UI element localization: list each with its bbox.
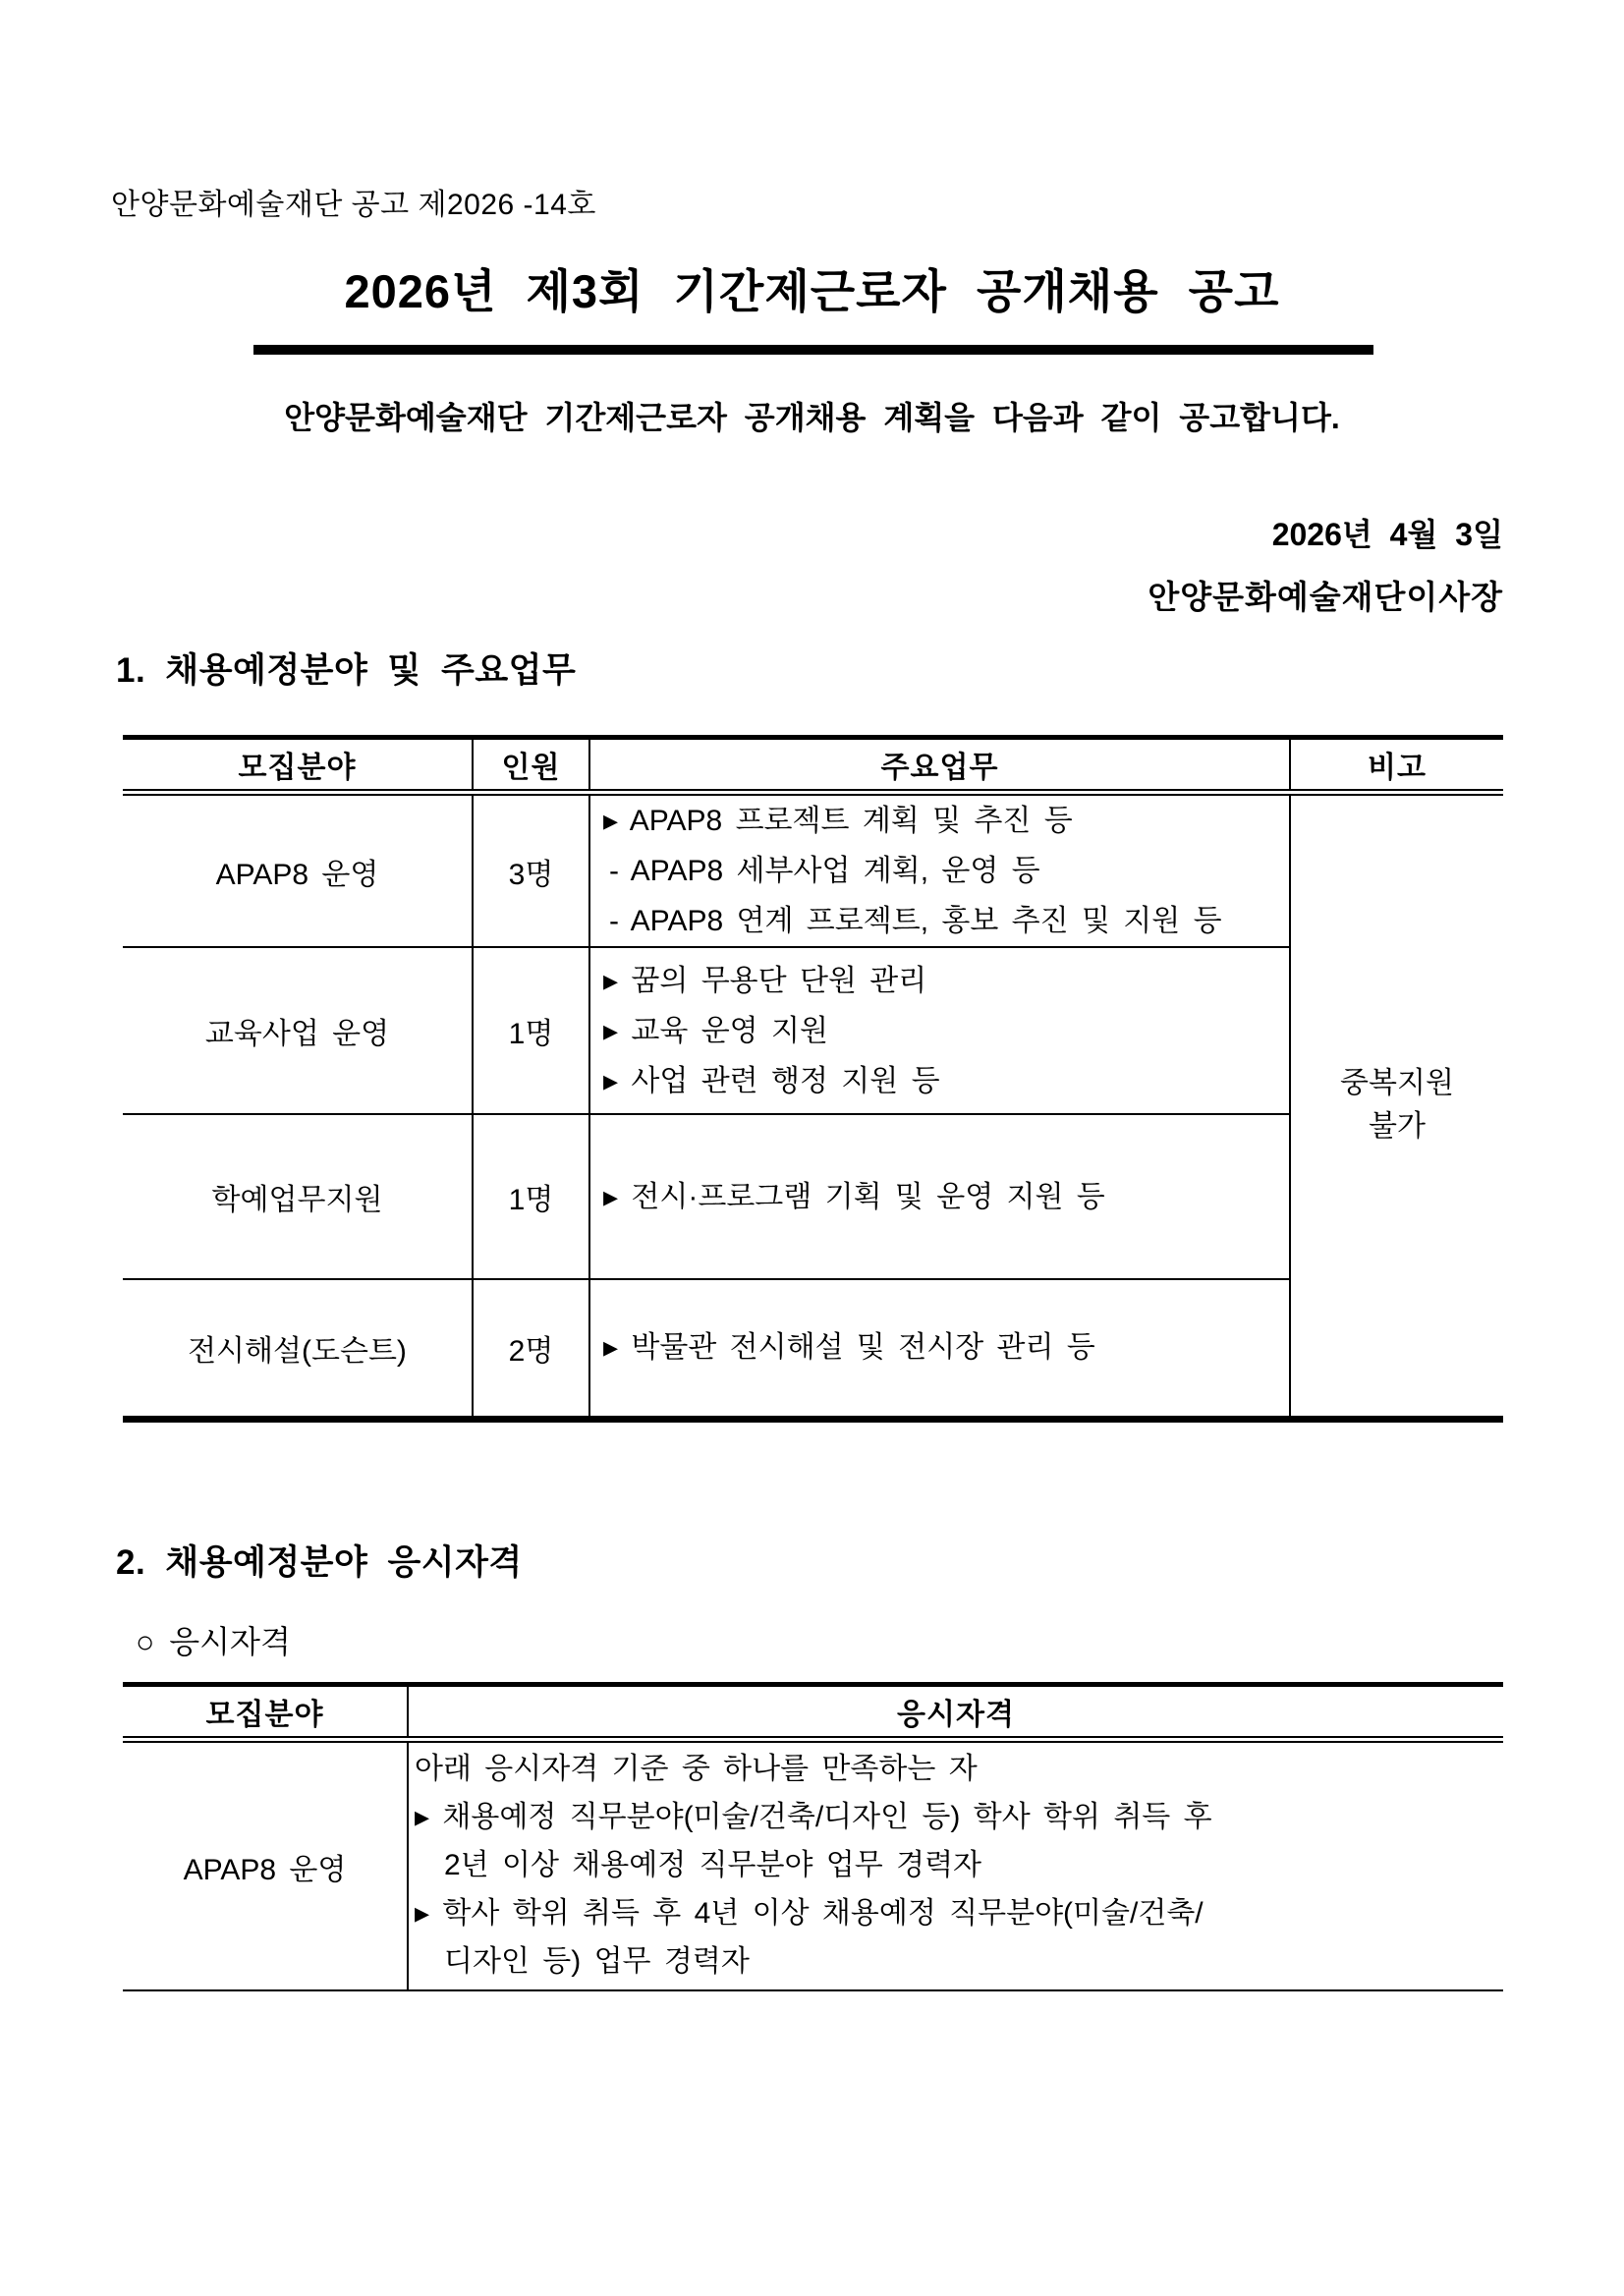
field-cell: APAP8 운영 — [215, 858, 379, 891]
tasks-cell — [589, 1279, 1290, 1419]
tasks-cell — [589, 1114, 1290, 1279]
recruitment-fields-table — [123, 735, 1503, 1423]
announcement-signer: 안양문화예술재단이사장 — [1148, 579, 1503, 615]
header-recruit-field: 모집분야 — [123, 738, 473, 793]
qualification-line: 2년 이상 채용예정 직무분야 업무 경력자 — [444, 1849, 982, 1881]
table-row-apap8 — [123, 793, 1503, 948]
section-2-heading: 2. 채용예정분야 응시자격 — [116, 1543, 523, 1582]
qualification-table — [123, 1682, 1503, 1991]
task-line: ▸ APAP8 프로젝트 계획 및 추진 등 — [603, 805, 1073, 837]
table-header-row — [123, 738, 1503, 793]
header-remarks: 비고 — [1290, 738, 1503, 793]
qualification-line: ▸ 학사 학위 취득 후 4년 이상 채용예정 직무분야(미술/건축/ — [415, 1897, 1204, 1930]
qualification-cell — [408, 1740, 1503, 1991]
task-line: ▸ 교육 운영 지원 — [603, 1014, 828, 1047]
remarks-text: 중복지원 불가 — [1340, 1067, 1454, 1144]
count-cell: 2명 — [473, 1279, 589, 1419]
document-title: 2026년 제3회 기간제근로자 공개채용 공고 — [344, 265, 1280, 317]
title-double-underline — [253, 345, 1373, 355]
count-cell: 1명 — [473, 1114, 589, 1279]
task-line: - APAP8 세부사업 계획, 운영 등 — [609, 855, 1040, 887]
notice-number: 안양문화예술재단 공고 제2026 -14호 — [111, 189, 596, 221]
field-cell: APAP8 운영 — [183, 1853, 347, 1886]
section-1-heading: 1. 채용예정분야 및 주요업무 — [116, 651, 577, 690]
qualification-line: ▸ 채용예정 직무분야(미술/건축/디자인 등) 학사 학위 취득 후 — [415, 1801, 1212, 1833]
count-cell: 3명 — [473, 793, 589, 948]
header-qualification: 응시자격 — [408, 1685, 1503, 1740]
field-cell: 학예업무지원 — [123, 1114, 473, 1279]
field-cell: 전시해설(도슨트) — [123, 1279, 473, 1419]
table-row-apap8-qualification — [123, 1740, 1503, 1991]
task-line: ▸ 꿈의 무용단 단원 관리 — [603, 964, 927, 997]
task-line: ▸ 사업 관련 행정 지원 등 — [603, 1064, 940, 1097]
header-headcount: 인원 — [473, 738, 589, 793]
remarks-cell — [1290, 793, 1503, 1420]
header-main-duties: 주요업무 — [589, 738, 1290, 793]
header-recruit-field: 모집분야 — [123, 1685, 408, 1740]
task-line: ▸ 박물관 전시해설 및 전시장 관리 등 — [603, 1331, 1095, 1365]
qualification-subheading: ○ 응시자격 — [136, 1624, 291, 1659]
tasks-cell — [589, 793, 1290, 948]
count-cell: 1명 — [473, 947, 589, 1114]
table-header-row — [123, 1685, 1503, 1740]
qualification-line: 아래 응시자격 기준 중 하나를 만족하는 자 — [415, 1753, 978, 1785]
task-line: - APAP8 연계 프로젝트, 홍보 추진 및 지원 등 — [609, 905, 1222, 937]
announcement-statement: 안양문화예술재단 기간제근로자 공개채용 계획을 다음과 같이 공고합니다. — [284, 400, 1340, 435]
qualification-line: 디자인 등) 업무 경력자 — [444, 1945, 750, 1978]
tasks-cell — [589, 947, 1290, 1114]
announcement-date: 2026년 4월 3일 — [1271, 517, 1503, 552]
field-cell: 교육사업 운영 — [123, 947, 473, 1114]
task-line: ▸ 전시·프로그램 기획 및 운영 지원 등 — [603, 1180, 1105, 1213]
